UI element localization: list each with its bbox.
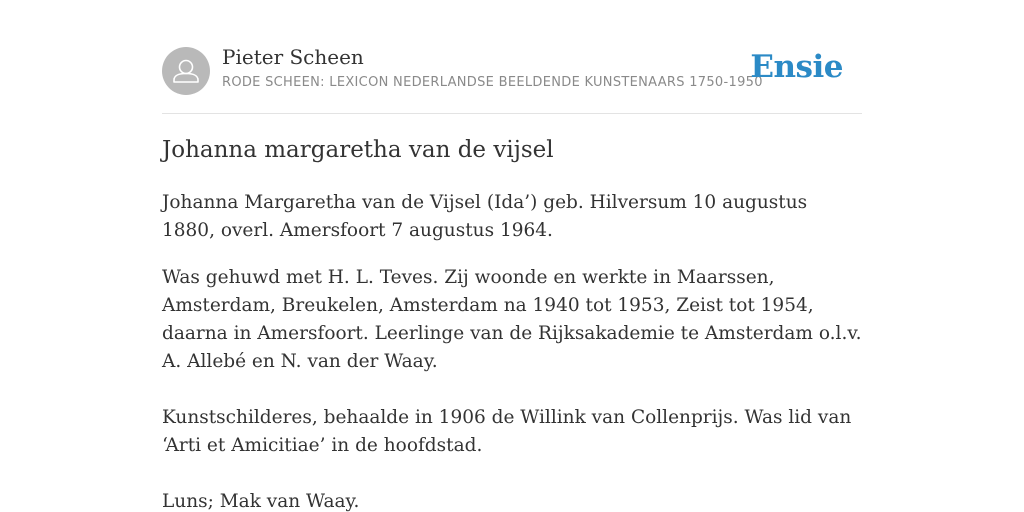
ensie-logo[interactable]: Ensie [750,49,843,85]
source-publication[interactable]: RODE SCHEEN: LEXICON NEDERLANDSE BEELDENDE KUNSTENAARS 1750-1950 [222,75,763,90]
article-paragraph: Kunstschilderes, behaalde in 1906 de Willink van Collenprijs. Was lid van ‘Arti et Amicitiae’ in de hoofdstad. [162,407,852,456]
page-container [162,0,862,512]
article-paragraph: Was gehuwd met H. L. Teves. Zij woonde en werkte in Maarssen, Amsterdam, Breukelen, Amsterdam na 1940 tot 1953, Zeist tot 1954, daarna in Amersfoort. Leerlinge van de Rijksakademie te Amsterdam o.l.v. A. Allebé en N. van der Waay. [162,267,862,372]
author-name[interactable]: Pieter Scheen [222,45,364,69]
article-paragraph: Johanna Margaretha van de Vijsel (Ida’) geb. Hilversum 10 augustus 1880, overl. Amersfoort 7 augustus 1964. [162,192,808,241]
article-paragraph: Luns; Mak van Waay. [162,491,360,512]
article-header [162,0,862,114]
article-body [162,189,862,512]
avatar-silhouette [162,47,210,95]
article-title: Johanna margaretha van de vijsel [162,137,554,163]
user-avatar-icon[interactable] [162,47,210,95]
